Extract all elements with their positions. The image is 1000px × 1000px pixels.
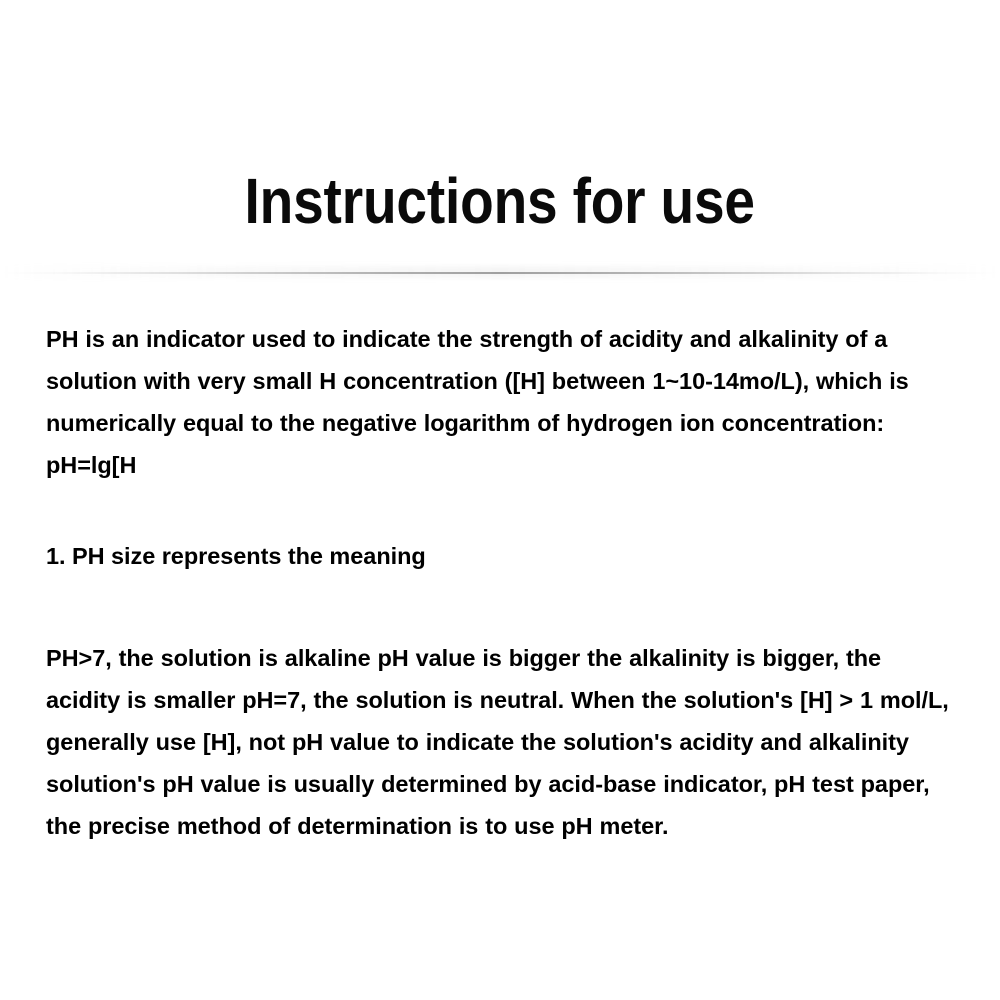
title-divider [0,272,1000,274]
title-block [0,165,1000,237]
page-title: Instructions for use [244,165,756,237]
section-1-paragraph: PH>7, the solution is alkaline pH value is bigger the alkalinity is bigger, the acidity is smaller pH=7, the solution is neutral. When the solution's [H] > 1 mol/L, generally use [H], not pH value to indicate the solution's acidity and alkalinity solution's pH value is usually determined by acid-base indicator, pH test paper, the precise method of determination is to use pH meter. [46,645,949,839]
document-body [46,318,950,847]
section-1-heading: 1. PH size represents the meaning [46,543,426,569]
intro-paragraph: PH is an indicator used to indicate the strength of acidity and alkalinity of a solution with very small H concentration ([H] between 1~10-14mo/L), which is numerically equal to the negative logarithm of hydrogen ion concentration: pH=lg[H [46,326,909,478]
